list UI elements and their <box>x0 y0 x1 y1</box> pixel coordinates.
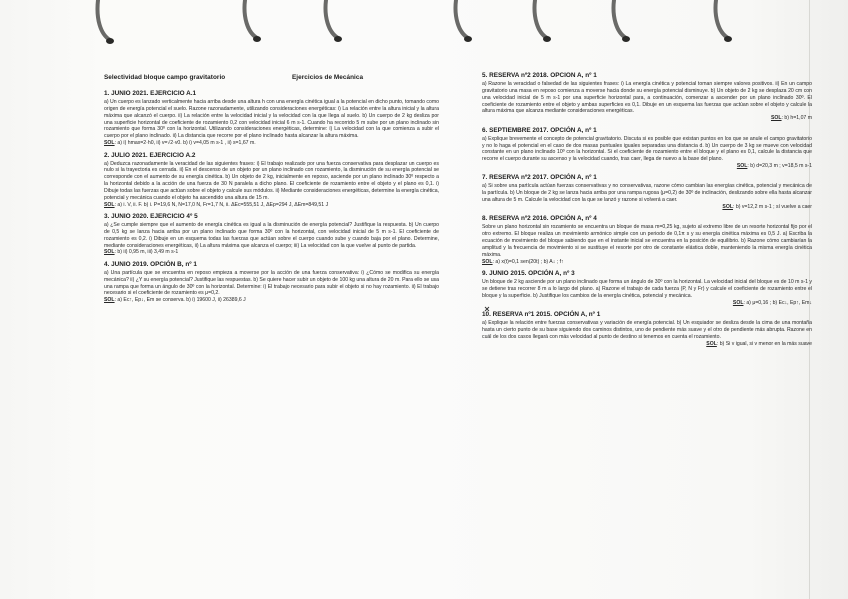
exercise-9 <box>482 270 812 306</box>
binder-ring-3 <box>326 0 339 38</box>
exercise-statement: a) Un cuerpo es lanzado verticalmente hacia arriba desde una altura h con una energía cinética igual a la potencial en dicho punto, tomando como origen de energía potencial el suelo. Razone razonadamente, utilizando consideraciones energéticas: i) La relación entre la altura inicial y la altura máxima que alcanzó el cuerpo. ii) La relación entre la velocidad inicial y la velocidad con la que llega al suelo. b) Un cuerpo de 2 kg desliza por una superficie horizontal de coeficiente de rozamiento 0,2 con velocidad inicial 6 m s-1. Cuando ha recorrido 5 m sube por un plano inclinado sin rozamiento que forma 30º con la horizontal. Utilizando consideraciones energéticas, determine: i) La velocidad con la que comienza a subir el cuerpo por el plano inclinado. ii) La distancia que recorre por el plano inclinado hasta alcanzar la altura máxima. <box>104 99 439 140</box>
exercise-title: 5. RESERVA nº2 2018. OPCIÓN A, nº 1 <box>482 72 597 79</box>
exercise-title: 4. JUNIO 2019. OPCIÓN B, nº 1 <box>104 260 197 268</box>
solution-text: : a) x(t)=0,1 sen(20t) ; b) A↓ ; f↑ <box>492 258 564 265</box>
exercise-title: 3. JUNIO 2020. EJERCICIO 4º 5 <box>104 213 198 220</box>
exercise-solution <box>104 249 439 256</box>
binder-ring-7 <box>716 0 729 38</box>
exercise-solution <box>104 140 439 147</box>
solution-text: : b) d=20,3 m ; v=18,5 m s-1 <box>747 163 812 170</box>
solution-label: SOL <box>722 204 733 210</box>
solution-label: SOL <box>482 258 493 265</box>
exercise-title: 9. JUNIO 2015. OPCIÓN A, nº 3 <box>482 270 575 278</box>
solution-text: : b) Si v igual, si v menor en la más suave <box>716 340 812 347</box>
exercise-title: 6. SEPTIEMBRE 2017. OPCIÓN A, nº 1 <box>482 126 597 134</box>
exercise-statement: a) ¿Se cumple siempre que el aumento de energía cinética es igual a la disminución de energía potencial? Justifique la respuesta. b) Un cuerpo de 0,5 kg se lanza hacia arriba por un plano inclinado que forma 30º con la horizontal, con velocidad inicial de 5 m s-1. El coeficiente de rozamiento es 0,2. i) Dibuje en un esquema todas las fuerzas que actúan sobre el cuerpo cuando sube y cuando baja por el plano. Determine, mediante consideraciones energéticas, ii) La altura máxima que alcanza el cuerpo; iii) La velocidad con la que vuelve al punto de partida. <box>104 222 439 249</box>
solution-text: : a) μ=0,16 ; b) Ec↓, Ep↑, Em↓ <box>743 299 812 306</box>
exercise-7 <box>482 174 812 210</box>
exercise-solution <box>482 300 812 307</box>
exercise-2 <box>104 152 439 209</box>
exercise-solution <box>482 115 812 122</box>
binder-ring-6 <box>614 0 627 38</box>
exercise-1 <box>104 90 439 147</box>
exercise-solution <box>482 259 812 266</box>
exercise-4 <box>104 261 439 304</box>
exercise-statement: a) Si sobre una partícula actúan fuerzas conservativas y no conservativas, razone cómo cambian las energías cinética, potencial y mecánica de la partícula. b) Un bloque de 2 kg se lanza hacia arriba por una rampa rugosa (μ=0,2) de 30º de inclinación, deslizando sobre ella hasta alcanzar una altura de 5 m. Calcule la velocidad con la que se lanzó y razone si volverá a caer. <box>482 183 812 204</box>
binder-ring-1 <box>98 0 111 40</box>
exercise-5 <box>482 72 812 122</box>
solution-label: SOL <box>104 140 115 147</box>
exercise-statement: Sobre un plano horizontal sin rozamiento se encuentra un bloque de masa m=0,25 kg, sujeto al extremo libre de un resorte horizontal fijo por el otro extremo. El bloque realiza un movimiento armónico simple con un periodo de 0,1π s y su energía cinética máxima es 0,5 J. a) Escriba la ecuación de movimiento del bloque sabiendo que en el instante inicial se encuentra en la posición de equilibrio. b) Razone cómo cambiarían la amplitud y la frecuencia de movimiento si se sustituye el resorte por otro de constante elástica doble, manteniendo la misma energía cinética máxima. <box>482 224 812 258</box>
solution-label: SOL <box>732 299 744 306</box>
solution-label: SOL <box>104 297 115 304</box>
exercise-solution <box>482 204 812 211</box>
exercise-title: 8. RESERVA nº2 2016. OPCIÓN A, nº 4 <box>482 215 597 223</box>
left-column <box>104 90 439 570</box>
exercise-statement: a) Explique brevemente el concepto de potencial gravitatorio. Discuta si es posible que existan puntos en los que se anule el campo gravitatorio y no lo haga el potencial en el caso de dos masas puntuales iguales separadas una distancia d. b) Un cuerpo de 3 kg se mueve con velocidad constante en un plano inclinado 10º con la horizontal. Si el coeficiente de rozamiento entre el bloque y el plano es 0,1, calcule la distancia que recorre el cuerpo durante su ascenso y la velocidad cuando, tras caer, llega de nuevo a la base del plano. <box>482 135 812 163</box>
exercise-title: 2. JULIO 2021. EJERCICIO A.2 <box>104 151 196 159</box>
exercise-solution <box>104 202 439 209</box>
header-topic: Ejercicios de Mecánica <box>292 74 364 81</box>
binder-rings <box>0 0 848 60</box>
solution-label: SOL <box>104 201 115 208</box>
exercise-statement: a) Razone la veracidad o falsedad de las siguientes frases: i) La energía cinética y potencial toman siempre valores positivos. ii) En un campo gravitatorio una masa en reposo comienza a moverse hacia donde su energía potencial disminuye. b) Un objeto de 2 kg se desplaza 20 cm con una velocidad inicial de 5 m s-1 por una superficie horizontal para, a continuación, comenzar a ascender por un plano inclinado 30º. El coeficiente de rozamiento entre el objeto y ambas superficies es 0,1. Dibuje en un esquema las fuerzas que actúan sobre el objeto y calcule la altura máxima que alcanza mediante consideraciones energéticas. <box>482 81 812 115</box>
exercise-solution <box>104 297 439 304</box>
solution-text: : a) i) hmax=2·h0, ii) v=√2·v0. b) i) v=4,05 m s-1 , ii) s=1,67 m. <box>114 140 256 147</box>
solution-label: SOL <box>770 115 782 122</box>
solution-text: : a) Ec↑, Ep↓, Em se conserva. b) i) 19600 J, ii) 26389,6 J <box>114 297 246 304</box>
solution-text: : b) ii) 0,95 m, iii) 3,49 m s-1 <box>114 249 179 256</box>
solution-label: SOL <box>706 340 717 347</box>
exercise-10 <box>482 311 812 347</box>
solution-label: SOL <box>736 163 748 170</box>
exercise-8 <box>482 215 812 265</box>
exercise-statement: a) Explique la relación entre fuerzas conservativas y variación de energía potencial. b) Un esquiador se desliza desde la cima de una montaña hasta un cierto punto de su base siguiendo dos caminos distintos, uno de pendiente más suave y el otro de pendiente más abrupta. Razone en cuál de los dos casos llegará con más velocidad al punto de destino si tenemos en cuenta el rozamiento. <box>482 320 812 340</box>
exercise-title: 10. RESERVA nº1 2015. OPCIÓN A, nº 1 <box>482 311 601 319</box>
exercise-statement: Un bloque de 2 kg asciende por un plano inclinado que forma un ángulo de 30º con la horizontal. La velocidad inicial del bloque es de 10 m s-1 y se detiene tras recorrer 8 m a lo largo del plano. a) Razone el trabajo de cada fuerza (P, N y Fr) y calcule el coeficiente de rozamiento entre el bloque y la superficie. b) Justifique los cambios de la energía cinética, potencial y mecánica. <box>482 279 812 299</box>
solution-label: SOL <box>104 249 115 256</box>
solution-text: : b) h=1,07 m <box>781 115 812 122</box>
solution-text: : a) i. V, ii. F. b) i. P=19,6 N, N=17,0 N, Fr=1,7 N, ii. ΔEc=555,51 J, ΔEp=294 J, ΔEm=849,51 J <box>114 201 329 208</box>
header-subject: Selectividad bloque campo gravitatorio <box>104 74 226 81</box>
binder-ring-5 <box>535 0 548 38</box>
solution-text: : b) v=12,2 m s-1 ; sí vuelve a caer <box>733 204 812 210</box>
binder-ring-2 <box>245 0 258 38</box>
exercise-statement: a) Una partícula que se encuentra en reposo empieza a moverse por la acción de una fuerza conservativa: i) ¿Cómo se modifica su energía mecánica? ii) ¿Y su energía potencial? Justifique las respuestas. b) Se quiere hacer subir un objeto de 100 kg una altura de 20 m. Para ello se usa una rampa que forma un ángulo de 30º con la horizontal. Determine: i) El trabajo necesario para subir el objeto si no hay rozamiento. ii) El trabajo necesario si el coeficiente de rozamiento es μ=0,2. <box>104 269 439 297</box>
pen-mark <box>484 306 490 312</box>
exercise-3 <box>104 213 439 256</box>
exercise-statement: a) Deduzca razonadamente la veracidad de las siguientes frases: i) El trabajo realizado por una fuerza conservativa para desplazar un cuerpo es nulo si la trayectoria es cerrada. ii) En el descenso de un objeto por un plano inclinado con rozamiento, la disminución de su energía potencial se corresponde con el aumento de su energía cinética. b) Un objeto de 2 kg, inicialmente en reposo, asciende por un plano inclinado 30º respecto a la horizontal debido a la acción de una fuerza de 30 N paralela a dicho plano. El coeficiente de rozamiento entre el objeto y el plano es 0,1. i) Dibuje todas las fuerzas que actúan sobre el objeto y calcule sus módulos. ii) Mediante consideraciones energéticas, determine la energía cinética, potencial y mecánica cuando el objeto ha ascendido una altura de 15 m. <box>104 160 439 201</box>
binder-ring-4 <box>456 0 469 38</box>
right-column <box>482 72 812 572</box>
exercise-title: 1. JUNIO 2021. EJERCICIO A.1 <box>104 90 197 97</box>
exercise-solution <box>482 163 812 170</box>
exercise-6 <box>482 127 812 170</box>
exercise-solution <box>482 341 812 348</box>
exercise-title: 7. RESERVA nº2 2017. OPCIÓN A, nº 1 <box>482 174 597 182</box>
